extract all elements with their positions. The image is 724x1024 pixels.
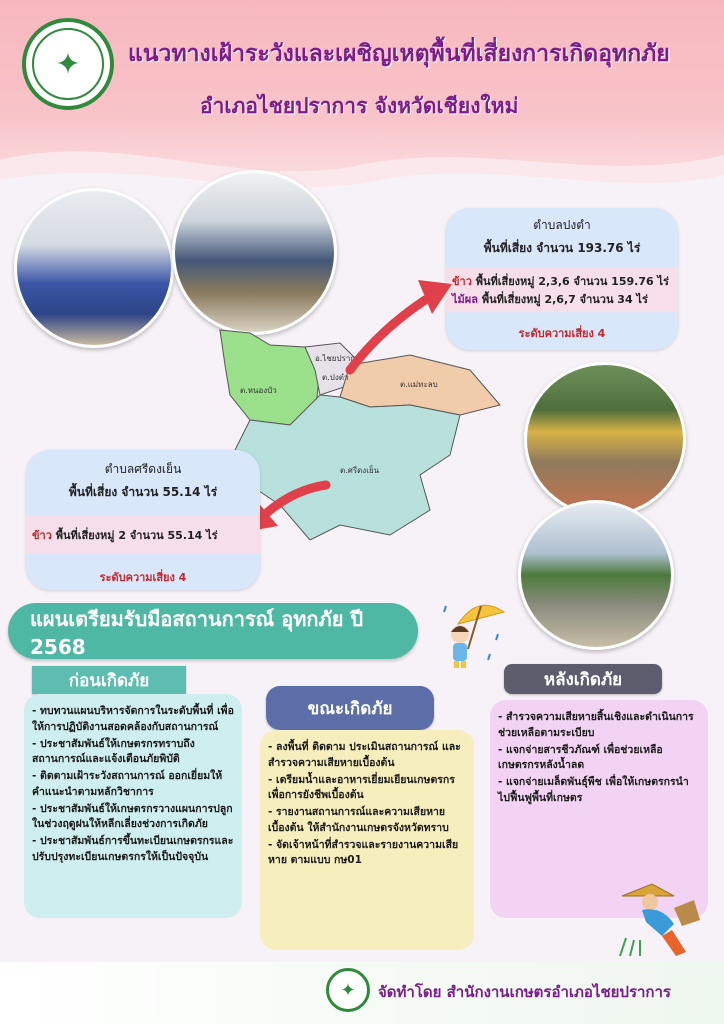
- card-area: พื้นที่เสี่ยง จำนวน 193.76 ไร่: [483, 241, 641, 255]
- during-disaster-list: [260, 730, 474, 950]
- footer-credit: จัดทำโดย สำนักงานเกษตรอำเภอไชยปราการ: [378, 983, 671, 1001]
- map-label-maethalop: ต.แม่ทะลบ: [400, 380, 438, 389]
- list-item: - ประชาสัมพันธ์การขึ้นทะเบียนเกษตรกรและปรับปรุงทะเบียนเกษตรกรให้เป็นปัจจุบัน: [32, 835, 234, 863]
- map-label-district: อ.ไชยปราการ: [315, 354, 364, 363]
- card-detail-band: [446, 268, 678, 312]
- rice-text: พื้นที่เสี่ยงหมู่ 2 จำนวน 55.14 ไร่: [55, 529, 218, 542]
- list-item: - ลงพื้นที่ ติดตาม ประเมินสถานการณ์ และสำรวจความเสียหายเบื้องต้น: [268, 741, 461, 769]
- label-before-disaster: ก่อนเกิดภัย: [32, 666, 186, 694]
- list-item: - ประชาสัมพันธ์ให้เกษตรกรทราบถึงสถานการณ์และแจ้งเตือนภัยพิบัติ: [32, 737, 195, 766]
- page-subtitle: อำเภอไชยปราการ จังหวัดเชียงใหม่: [200, 94, 519, 118]
- rice-label: ข้าว: [32, 529, 52, 542]
- map-label-nongbua: ต.หนองบัว: [240, 386, 277, 395]
- card-title: ตำบลศรีดงเย็น: [104, 462, 182, 476]
- page-title: แนวทางเฝ้าระวังและเผชิญเหตุพื้นที่เสี่ยงการเกิดอุทกภัย: [128, 41, 670, 67]
- risk-card-sridongyen: [26, 450, 260, 590]
- excavator-photo: [524, 362, 686, 517]
- map-label-sridongyen: ต.ศรีดงเย็น: [340, 466, 380, 475]
- list-item: - จัดเจ้าหน้าที่สำรวจและรายงานความเสียหาย ตามแบบ กษ01: [268, 838, 459, 867]
- list-item: - แจกจ่ายเมล็ดพันธุ์พืช เพื่อให้เกษตรกรนำไปฟื้นฟูพื้นที่เกษตร: [498, 776, 689, 804]
- list-item: - แจกจ่ายสารชีวภัณฑ์ เพื่อช่วยเหลือเกษตรกรหลังน้ำลด: [498, 743, 663, 772]
- farmer-planting-icon: [612, 876, 710, 960]
- before-disaster-list: [24, 694, 242, 918]
- card-title: ตำบลปงตำ: [533, 218, 591, 232]
- label-after-disaster: หลังเกิดภัย: [504, 664, 662, 694]
- rice-text: พื้นที่เสี่ยงหมู่ 2,3,6 จำนวน 159.76 ไร่: [475, 275, 669, 288]
- list-item: - ติดตามเฝ้าระวังสถานการณ์ ออกเยี่ยมให้คำแนะนำตามหลักวิชาการ: [32, 770, 223, 798]
- card-detail-band: [26, 516, 260, 554]
- risk-level: ระดับความเสี่ยง 4: [99, 571, 187, 584]
- rice-label: ข้าว: [452, 275, 472, 288]
- logo-emblem-icon: ✦: [32, 28, 104, 100]
- flooded-field-photo: [518, 500, 674, 650]
- arrow-to-pongtam-icon: [340, 270, 460, 380]
- footer-logo-icon: ✦: [326, 968, 370, 1012]
- meeting-photo-1: [14, 188, 174, 348]
- list-item: - ประชาสัมพันธ์ให้เกษตรกรวางแผนการปลูก ในช่วงฤดูฝนให้หลีกเลี่ยงช่วงการเกิดภัย: [32, 802, 233, 831]
- label-during-disaster: ขณะเกิดภัย: [266, 686, 434, 730]
- map-label-pongtam: ต.ปงตำ: [322, 373, 349, 382]
- list-item: - ทบทวนแผนบริหารจัดการในระดับพื้นที่ เพื่อให้การปฏิบัติงานสอดคล้องกับสถานการณ์: [32, 705, 234, 733]
- list-item: - สำรวจความเสียหายสิ้นเชิงและดำเนินการช่วยเหลือตามระเบียบ: [498, 711, 694, 739]
- fruit-label: ไม้ผล: [452, 293, 478, 306]
- plan-banner: แผนเตรียมรับมือสถานการณ์ อุทกภัย ปี 2568: [8, 603, 418, 659]
- card-area: พื้นที่เสี่ยง จำนวน 55.14 ไร่: [68, 485, 218, 499]
- office-logo: [22, 18, 114, 110]
- fruit-text: พื้นที่เสี่ยงหมู่ 2,6,7 จำนวน 34 ไร่: [481, 293, 648, 306]
- risk-level: ระดับความเสี่ยง 4: [518, 327, 606, 340]
- girl-umbrella-icon: [438, 594, 510, 670]
- meeting-photo-2: [172, 170, 337, 335]
- list-item: - เตรียมน้ำและอาหารเยี่ยมเยียนเกษตรกรเพื่อการยังชีพเบื้องต้น: [268, 773, 455, 802]
- list-item: - รายงานสถานการณ์และความเสียหายเบื้องต้น ให้สำนักงานเกษตรจังหวัดทราบ: [268, 806, 449, 834]
